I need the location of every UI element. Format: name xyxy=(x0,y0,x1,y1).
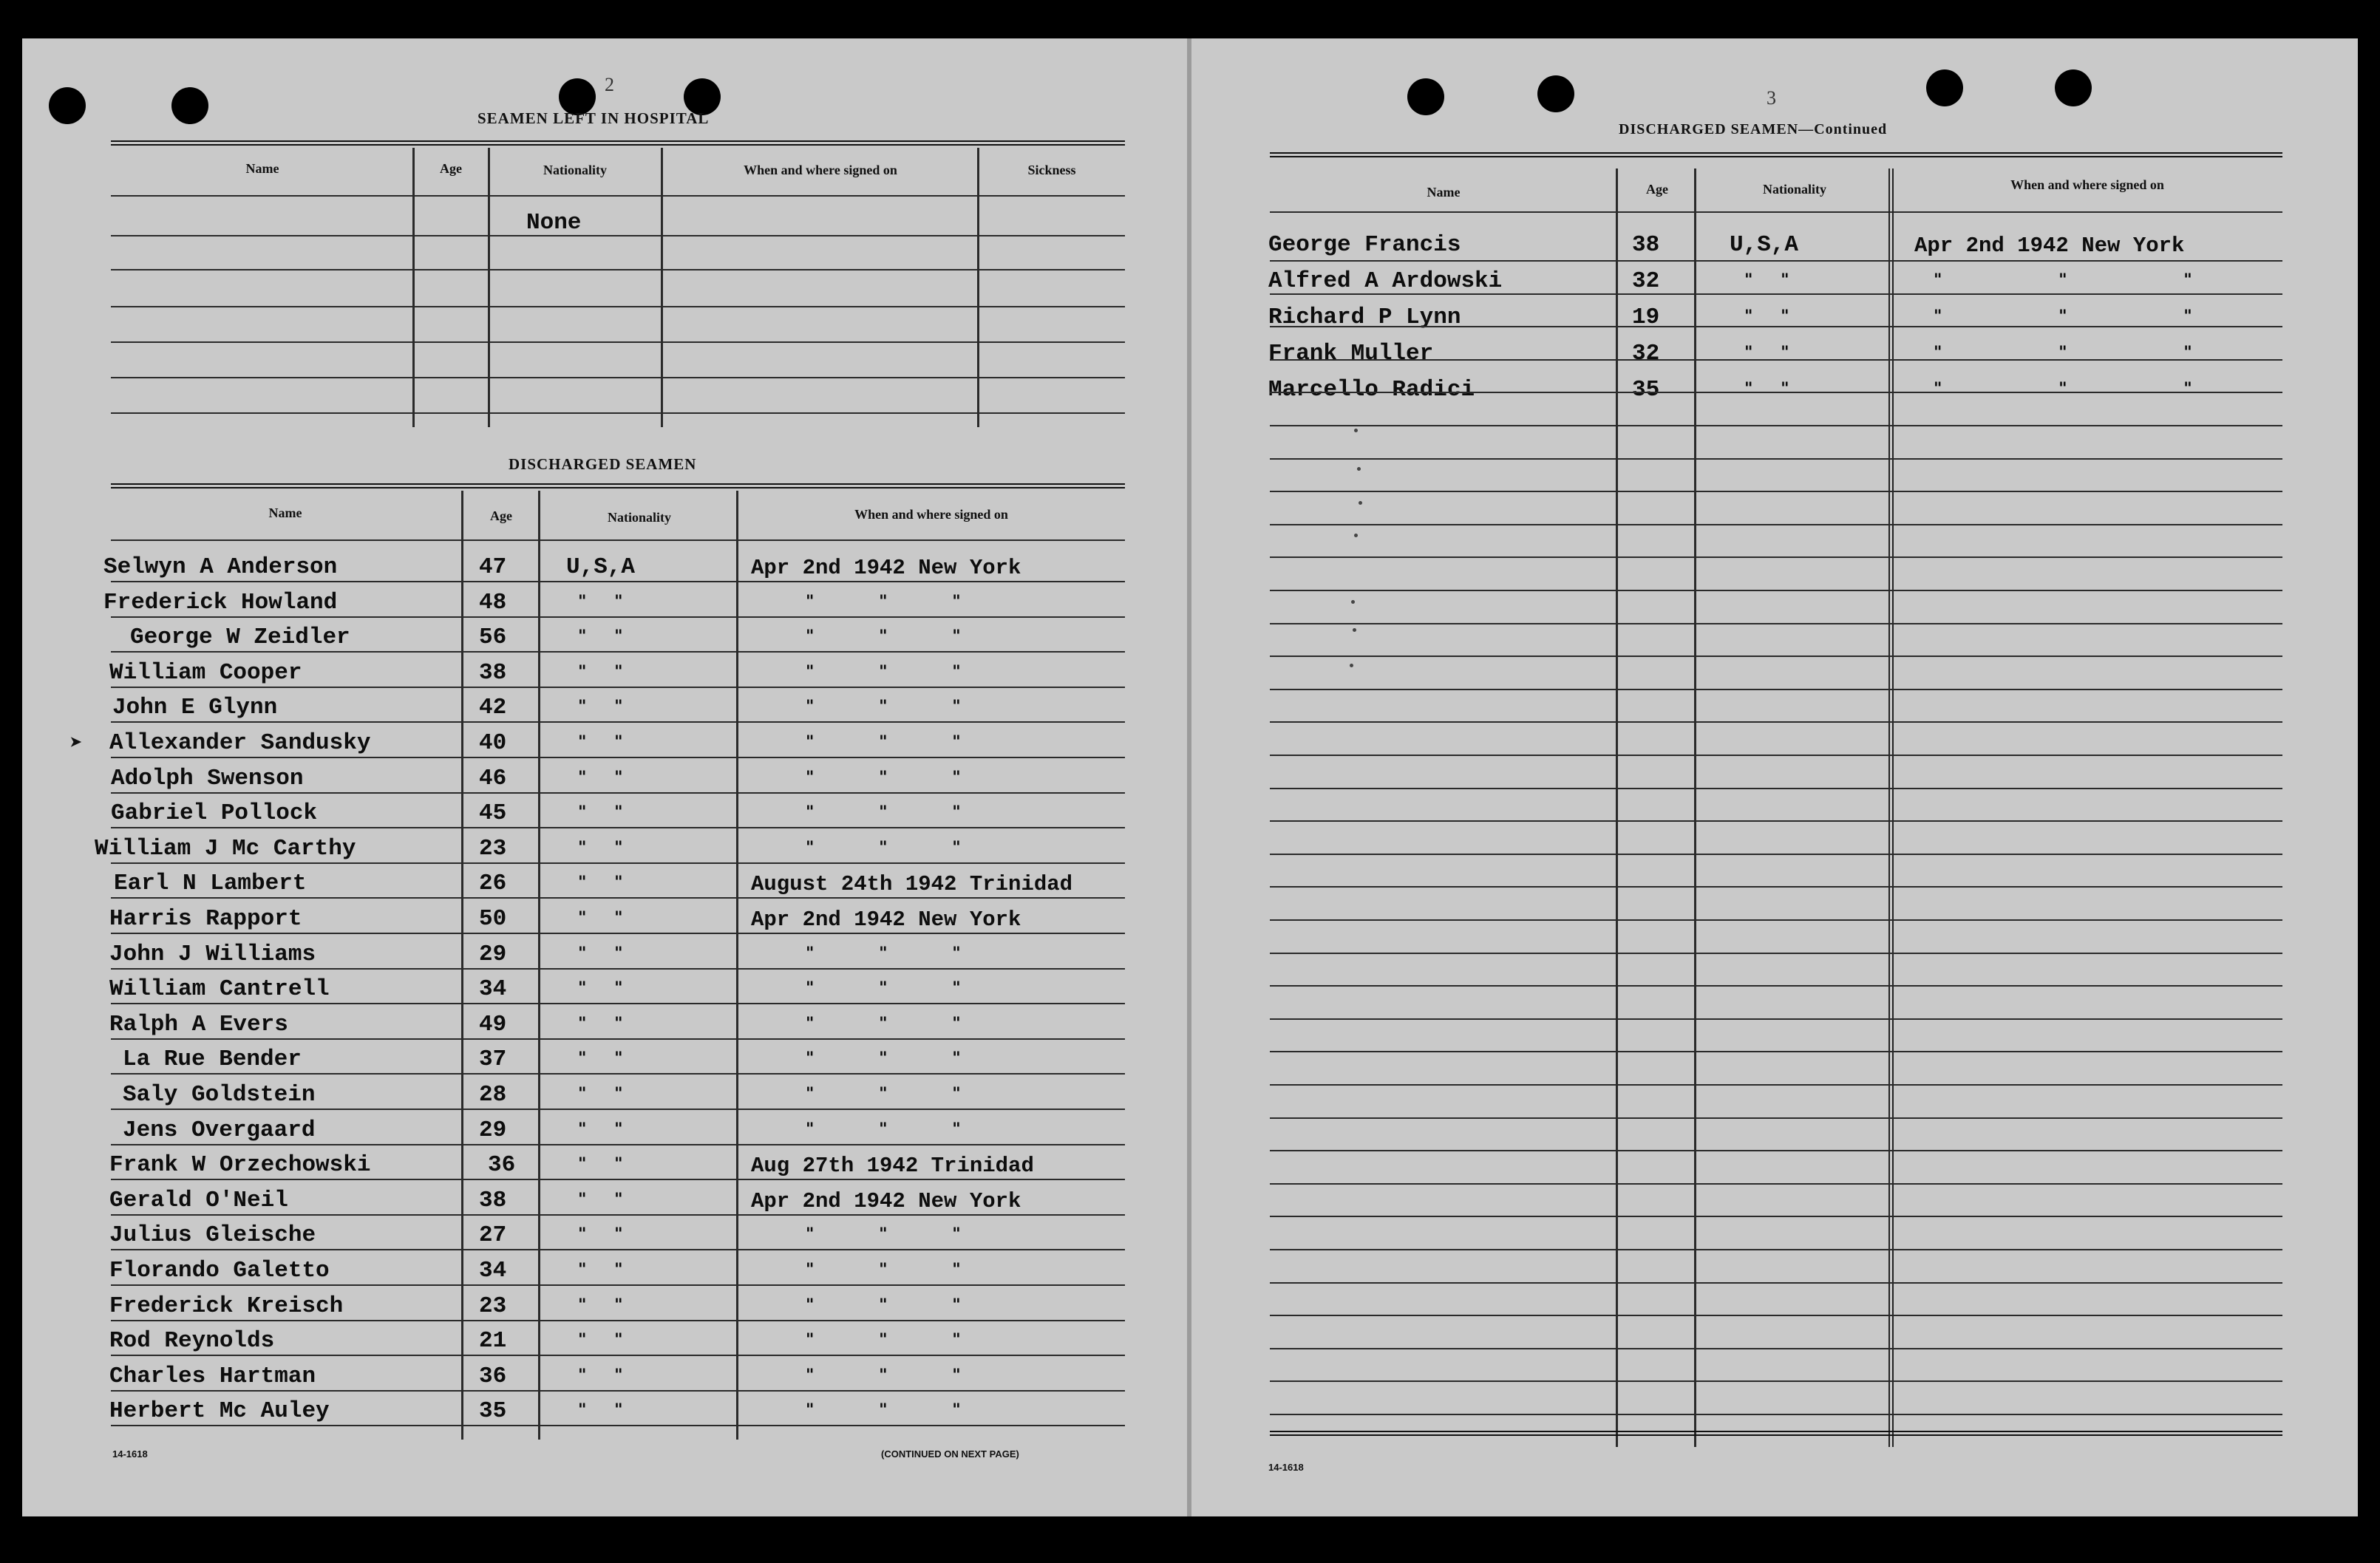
row-rule xyxy=(1270,854,2282,855)
row-rule xyxy=(111,581,1125,582)
form-number: 14-1618 xyxy=(1268,1462,1304,1473)
row-rule xyxy=(111,1144,1125,1145)
signed-on-ditto: " " " xyxy=(1934,307,2192,326)
nationality-ditto: " " xyxy=(578,944,623,963)
stray-mark xyxy=(1354,534,1358,537)
row-rule xyxy=(111,687,1125,688)
seaman-age: 29 xyxy=(479,1117,507,1143)
nationality-ditto: " " xyxy=(578,698,623,716)
column-header: Name xyxy=(268,505,302,520)
row-rule xyxy=(111,1003,1125,1004)
hospital-section-title: SEAMEN LEFT IN HOSPITAL xyxy=(477,109,710,127)
row-rule xyxy=(1270,623,2282,624)
row-rule xyxy=(111,792,1125,794)
row-rule xyxy=(111,1390,1125,1392)
row-rule xyxy=(111,1214,1125,1216)
table-rule xyxy=(111,377,1125,378)
row-rule xyxy=(111,1109,1125,1110)
stray-mark xyxy=(1357,467,1361,471)
seaman-age: 36 xyxy=(479,1363,507,1389)
discharged-section-title: DISCHARGED SEAMEN xyxy=(509,455,697,473)
seaman-name: Alfred A Ardowski xyxy=(1268,268,1503,294)
seaman-name: William Cantrell xyxy=(109,976,330,1002)
seaman-name: John E Glynn xyxy=(112,695,278,721)
row-rule xyxy=(1270,788,2282,789)
row-rule xyxy=(1270,293,2282,295)
column-rule xyxy=(977,148,979,427)
seaman-age: 42 xyxy=(479,695,507,721)
seaman-age: 38 xyxy=(1632,232,1660,258)
column-header: Sickness xyxy=(1027,163,1076,177)
seaman-age: 48 xyxy=(479,590,507,616)
nationality-ditto: " " xyxy=(578,1191,623,1209)
column-rule xyxy=(736,491,738,1440)
nationality-ditto: " " xyxy=(578,1331,623,1349)
seaman-age: 36 xyxy=(488,1152,516,1178)
nationality-ditto: " " xyxy=(578,909,623,927)
seaman-age: 32 xyxy=(1632,268,1660,294)
signed-on-ditto: " " " xyxy=(806,1015,961,1033)
punch-hole xyxy=(2055,69,2092,106)
table-rule xyxy=(1270,211,2282,213)
punch-hole xyxy=(171,87,208,124)
nationality-ditto: " " xyxy=(578,1225,623,1244)
signed-on-ditto: " " " xyxy=(806,733,961,752)
signed-on: Apr 2nd 1942 New York xyxy=(751,556,1021,580)
seaman-age: 23 xyxy=(479,1293,507,1319)
nationality-ditto: " " xyxy=(578,1049,623,1068)
table-rule xyxy=(111,412,1125,414)
signed-on-ditto: " " " xyxy=(806,1049,961,1068)
page-number: 2 xyxy=(605,74,614,95)
row-rule xyxy=(1270,359,2282,361)
nationality-ditto: " " xyxy=(578,769,623,787)
seaman-name: Ralph A Evers xyxy=(109,1012,288,1038)
column-header: When and where signed on xyxy=(744,163,897,177)
table-rule xyxy=(1270,1431,2282,1436)
signed-on-ditto: " " " xyxy=(806,979,961,998)
nationality-ditto: " " xyxy=(578,1015,623,1033)
signed-on-ditto: " " " xyxy=(806,803,961,822)
row-rule xyxy=(1270,1315,2282,1316)
seaman-age: 34 xyxy=(479,976,507,1002)
column-header: Name xyxy=(1427,185,1461,200)
nationality-ditto: " " xyxy=(578,1155,623,1174)
seaman-age: 32 xyxy=(1632,341,1660,367)
row-rule xyxy=(1270,1117,2282,1119)
table-rule xyxy=(111,140,1125,146)
row-rule xyxy=(1270,458,2282,460)
seaman-nationality: U,S,A xyxy=(566,554,636,580)
stray-mark xyxy=(1359,501,1362,505)
seaman-age: 19 xyxy=(1632,304,1660,330)
nationality-ditto: " " xyxy=(578,733,623,752)
pointer-mark: ➤ xyxy=(69,732,84,757)
seaman-name: Frank W Orzechowski xyxy=(109,1152,371,1178)
seaman-name: Charles Hartman xyxy=(109,1363,316,1389)
table-rule xyxy=(111,341,1125,343)
row-rule xyxy=(1270,425,2282,426)
signed-on: Apr 2nd 1942 New York xyxy=(751,1189,1021,1213)
row-rule xyxy=(1270,655,2282,657)
punch-hole xyxy=(1407,78,1444,115)
seaman-age: 38 xyxy=(479,660,507,686)
seaman-name: Richard P Lynn xyxy=(1268,304,1461,330)
seaman-age: 34 xyxy=(479,1258,507,1284)
signed-on-ditto: " " " xyxy=(806,839,961,857)
table-rule xyxy=(111,235,1125,236)
column-rule xyxy=(538,491,540,1440)
seaman-name: William Cooper xyxy=(109,660,302,686)
nationality-ditto: " " xyxy=(578,1120,623,1139)
row-rule xyxy=(1270,1216,2282,1217)
row-rule xyxy=(1270,326,2282,327)
stray-mark xyxy=(1350,664,1353,667)
hospital-entry: None xyxy=(526,210,582,236)
row-rule xyxy=(1270,689,2282,690)
row-rule xyxy=(1270,1084,2282,1086)
seaman-age: 38 xyxy=(479,1188,507,1213)
seaman-name: George W Zeidler xyxy=(130,624,350,650)
nationality-ditto: " " xyxy=(578,874,623,892)
table-rule xyxy=(111,539,1125,541)
row-rule xyxy=(1270,392,2282,393)
nationality-ditto: " " xyxy=(1744,271,1789,290)
row-rule xyxy=(111,862,1125,864)
seaman-name: Allexander Sandusky xyxy=(109,730,371,756)
row-rule xyxy=(1270,491,2282,492)
row-rule xyxy=(111,1355,1125,1356)
seaman-nationality: U,S,A xyxy=(1730,232,1799,258)
row-rule xyxy=(111,616,1125,618)
stray-mark xyxy=(1354,429,1358,432)
seaman-age: 29 xyxy=(479,941,507,967)
seaman-name: Saly Goldstein xyxy=(123,1082,316,1108)
row-rule xyxy=(111,1284,1125,1286)
signed-on-ditto: " " " xyxy=(1934,380,2192,398)
table-rule xyxy=(111,195,1125,197)
row-rule xyxy=(1270,1018,2282,1020)
row-rule xyxy=(1270,919,2282,921)
seaman-age: 35 xyxy=(1632,377,1660,403)
nationality-ditto: " " xyxy=(578,663,623,681)
row-rule xyxy=(111,1179,1125,1180)
seaman-age: 26 xyxy=(479,871,507,896)
column-header: Name xyxy=(245,161,279,176)
continued-section-title: DISCHARGED SEAMEN—Continued xyxy=(1619,121,1888,137)
signed-on: Apr 2nd 1942 New York xyxy=(751,908,1021,932)
column-header: Age xyxy=(490,508,512,523)
row-rule xyxy=(111,1038,1125,1040)
column-rule xyxy=(461,491,463,1440)
signed-on: Aug 27th 1942 Trinidad xyxy=(751,1154,1034,1178)
seaman-name: Gerald O'Neil xyxy=(109,1188,288,1213)
page-number: 3 xyxy=(1767,87,1776,109)
stray-mark xyxy=(1353,628,1356,632)
row-rule xyxy=(1270,524,2282,525)
seaman-name: La Rue Bender xyxy=(123,1046,302,1072)
seaman-name: Selwyn A Anderson xyxy=(103,554,338,580)
seaman-name: Marcello Radici xyxy=(1268,377,1475,403)
row-rule xyxy=(1270,1282,2282,1284)
column-header: Age xyxy=(1646,182,1668,197)
row-rule xyxy=(1270,1414,2282,1415)
column-header: When and where signed on xyxy=(2010,177,2164,192)
seaman-name: Frederick Kreisch xyxy=(109,1293,344,1319)
seaman-name: Frederick Howland xyxy=(103,590,338,616)
table-rule xyxy=(111,306,1125,307)
signed-on-ditto: " " " xyxy=(806,944,961,963)
column-rule xyxy=(488,148,490,427)
row-rule xyxy=(111,1320,1125,1321)
table-rule xyxy=(1270,152,2282,157)
row-rule xyxy=(1270,886,2282,888)
signed-on-ditto: " " " xyxy=(806,1366,961,1385)
column-header: Nationality xyxy=(607,510,671,525)
continued-note: (CONTINUED ON NEXT PAGE) xyxy=(881,1448,1019,1460)
nationality-ditto: " " xyxy=(578,1261,623,1279)
row-rule xyxy=(1270,1249,2282,1250)
form-number: 14-1618 xyxy=(112,1448,148,1460)
seaman-name: William J Mc Carthy xyxy=(95,836,356,862)
signed-on-ditto: " " " xyxy=(806,1085,961,1103)
row-rule xyxy=(111,968,1125,970)
table-rule xyxy=(111,483,1125,488)
nationality-ditto: " " xyxy=(578,1401,623,1420)
seaman-age: 40 xyxy=(479,730,507,756)
signed-on-ditto: " " " xyxy=(806,1296,961,1315)
signed-on-ditto: " " " xyxy=(806,1120,961,1139)
row-rule xyxy=(111,757,1125,758)
seaman-name: Gabriel Pollock xyxy=(111,800,318,826)
seaman-age: 37 xyxy=(479,1046,507,1072)
row-rule xyxy=(1270,953,2282,954)
row-rule xyxy=(1270,820,2282,822)
column-rule xyxy=(412,148,415,427)
seaman-name: Jens Overgaard xyxy=(123,1117,316,1143)
row-rule xyxy=(111,827,1125,828)
nationality-ditto: " " xyxy=(578,1366,623,1385)
signed-on-ditto: " " " xyxy=(806,1401,961,1420)
nationality-ditto: " " xyxy=(578,593,623,611)
seaman-name: Florando Galetto xyxy=(109,1258,330,1284)
seaman-age: 45 xyxy=(479,800,507,826)
row-rule xyxy=(1270,556,2282,558)
column-header: Nationality xyxy=(543,163,607,177)
column-header: Nationality xyxy=(1762,182,1826,197)
row-rule xyxy=(1270,590,2282,591)
signed-on-ditto: " " " xyxy=(806,663,961,681)
nationality-ditto: " " xyxy=(1744,344,1789,362)
nationality-ditto: " " xyxy=(578,979,623,998)
nationality-ditto: " " xyxy=(578,1296,623,1315)
row-rule xyxy=(1270,755,2282,756)
table-rule xyxy=(111,269,1125,270)
row-rule xyxy=(111,721,1125,723)
seaman-name: Julius Gleische xyxy=(109,1222,316,1248)
row-rule xyxy=(1270,985,2282,987)
punch-hole xyxy=(1537,75,1574,112)
signed-on-ditto: " " " xyxy=(1934,271,2192,290)
signed-on: August 24th 1942 Trinidad xyxy=(751,872,1073,896)
row-rule xyxy=(1270,1380,2282,1382)
row-rule xyxy=(111,1425,1125,1426)
nationality-ditto: " " xyxy=(578,627,623,646)
column-header: When and where signed on xyxy=(854,507,1008,522)
row-rule xyxy=(1270,1348,2282,1349)
nationality-ditto: " " xyxy=(578,839,623,857)
stray-mark xyxy=(1351,600,1355,604)
row-rule xyxy=(111,1249,1125,1250)
column-rule xyxy=(661,148,663,427)
seaman-age: 21 xyxy=(479,1328,507,1354)
row-rule xyxy=(1270,1150,2282,1151)
row-rule xyxy=(111,933,1125,934)
punch-hole xyxy=(49,87,86,124)
seaman-name: John J Williams xyxy=(109,941,316,967)
seaman-name: Earl N Lambert xyxy=(114,871,307,896)
row-rule xyxy=(1270,1183,2282,1185)
row-rule xyxy=(1270,1051,2282,1052)
signed-on-ditto: " " " xyxy=(806,769,961,787)
seaman-name: Herbert Mc Auley xyxy=(109,1398,330,1424)
punch-hole xyxy=(1926,69,1963,106)
seaman-age: 47 xyxy=(479,554,507,580)
seaman-age: 56 xyxy=(479,624,507,650)
signed-on-ditto: " " " xyxy=(1934,344,2192,362)
row-rule xyxy=(111,651,1125,653)
row-rule xyxy=(1270,721,2282,723)
signed-on-ditto: " " " xyxy=(806,1261,961,1279)
seaman-age: 46 xyxy=(479,766,507,791)
nationality-ditto: " " xyxy=(1744,380,1789,398)
seaman-name: Rod Reynolds xyxy=(109,1328,275,1354)
seaman-name: Frank Muller xyxy=(1268,341,1434,367)
signed-on-ditto: " " " xyxy=(806,1225,961,1244)
seaman-age: 50 xyxy=(479,906,507,932)
column-header: Age xyxy=(440,161,462,176)
nationality-ditto: " " xyxy=(578,1085,623,1103)
seaman-name: Harris Rapport xyxy=(109,906,302,932)
seaman-age: 49 xyxy=(479,1012,507,1038)
signed-on-ditto: " " " xyxy=(806,593,961,611)
row-rule xyxy=(1270,260,2282,262)
signed-on-ditto: " " " xyxy=(806,698,961,716)
signed-on: Apr 2nd 1942 New York xyxy=(1914,234,2185,258)
row-rule xyxy=(111,1073,1125,1075)
seaman-age: 28 xyxy=(479,1082,507,1108)
seaman-age: 23 xyxy=(479,836,507,862)
nationality-ditto: " " xyxy=(1744,307,1789,326)
signed-on-ditto: " " " xyxy=(806,1331,961,1349)
seaman-name: George Francis xyxy=(1268,232,1461,258)
seaman-age: 27 xyxy=(479,1222,507,1248)
seaman-age: 35 xyxy=(479,1398,507,1424)
signed-on-ditto: " " " xyxy=(806,627,961,646)
seaman-name: Adolph Swenson xyxy=(111,766,304,791)
nationality-ditto: " " xyxy=(578,803,623,822)
row-rule xyxy=(111,897,1125,899)
